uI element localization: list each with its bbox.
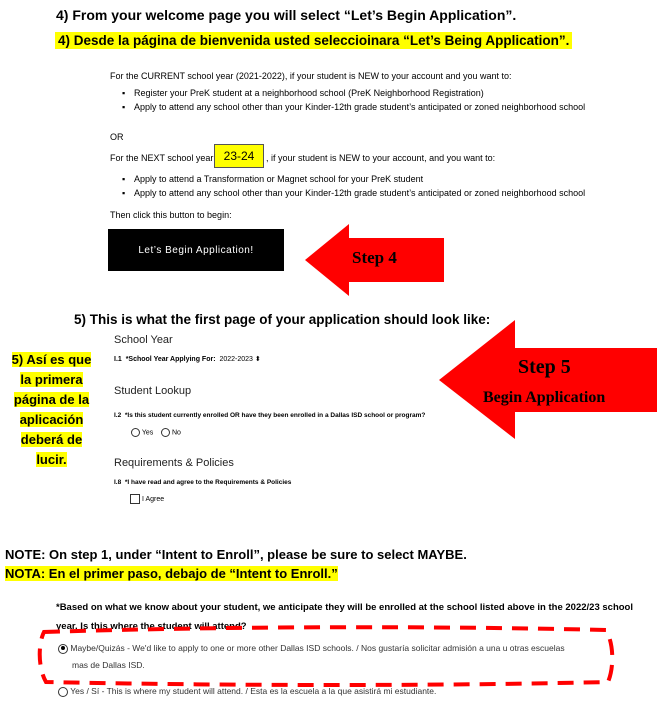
or-label: OR [110, 132, 124, 142]
option-maybe-line2: mas de Dallas ISD. [72, 660, 145, 670]
agree-option: I Agree [130, 494, 164, 504]
then-click-text: Then click this button to begin: [110, 210, 232, 220]
current-item-k12: ▪ Apply to attend any school other than your Kinder-12th grade student’s anticipated or zoned neighborhood school [122, 100, 585, 114]
step5-arrow-sublabel: Begin Application [483, 389, 606, 406]
question-school-year: I.1 *School Year Applying For: 2022-2023 ⬍ [114, 356, 261, 363]
side-note-line: página de la [13, 392, 90, 407]
question-agree: I.8 *I have read and agree to the Requirements & Policies [114, 479, 292, 486]
note-es: NOTA: En el primer paso, debajo de “Intent to Enroll.” [5, 566, 338, 581]
option-maybe: Maybe/Quizás - We'd like to apply to one or more other Dallas ISD schools. / Nos gustaría solicitar admisión a una u otras escuelas [58, 643, 565, 654]
side-note-line: deberá de [20, 432, 83, 447]
next-year-box: 23-24 [214, 144, 264, 168]
current-list [122, 86, 585, 114]
next-intro-before: For the NEXT school year [110, 153, 214, 163]
section-student-lookup-title: Student Lookup [114, 385, 192, 397]
radio-maybe[interactable] [58, 644, 68, 654]
section-school-year-title: School Year [114, 334, 173, 346]
enrolled-options: Yes No [131, 428, 181, 437]
side-note-line: 5) Así es que [11, 352, 92, 367]
question-enrolled: I.2 *Is this student currently enrolled OR have they been enrolled in a Dallas ISD school or program? [114, 412, 426, 419]
step5-heading: 5) This is what the first page of your application should look like: [74, 312, 491, 327]
step4-heading-es-text: 4) Desde la página de bienvenida usted seleccioinara “Let’s Being Application”. [55, 32, 572, 49]
maybe-dashed-outline [36, 624, 616, 688]
note-en: NOTE: On step 1, under “Intent to Enroll”, please be sure to select MAYBE. [5, 547, 467, 562]
next-list [122, 172, 585, 200]
option-yes: Yes / Sí - This is where my student will attend. / Esta es la escuela a la que asistirá mi estudiante. [58, 686, 436, 697]
side-note-line: aplicación [19, 412, 84, 427]
begin-application-button[interactable]: Let’s Begin Application! [108, 229, 284, 271]
current-intro: For the CURRENT school year (2021-2022), if your student is NEW to your account and you want to: [110, 71, 512, 81]
section-requirements-title: Requirements & Policies [114, 457, 234, 469]
radio-no[interactable] [161, 428, 170, 437]
side-note-line: lucir. [36, 452, 67, 467]
intent-question: *Based on what we know about your student, we anticipate they will be enrolled at the school listed above in the 2022/23 school year. Is this where the student will attend? [56, 602, 633, 632]
school-year-select[interactable]: 2022-2023 ⬍ [219, 356, 261, 363]
current-item-prek: ▪ Register your PreK student at a neighborhood school (PreK Neighborhood Registration) [122, 86, 585, 100]
radio-yes[interactable] [131, 428, 140, 437]
next-item-magnet: ▪ Apply to attend a Transformation or Magnet school for your PreK student [122, 172, 585, 186]
radio-yes-attend[interactable] [58, 687, 68, 697]
step4-heading-es [55, 33, 572, 48]
next-item-k12: ▪ Apply to attend any school other than your Kinder-12th grade student’s anticipated or zoned neighborhood school [122, 186, 585, 200]
select-arrows-icon: ⬍ [254, 356, 261, 363]
step5-arrow-label: Step 5 [518, 356, 571, 378]
agree-checkbox[interactable] [130, 494, 140, 504]
step4-arrow-label: Step 4 [352, 248, 397, 267]
side-note-line: la primera [20, 372, 83, 387]
step4-heading: 4) From your welcome page you will select “Let’s Begin Application”. [56, 7, 517, 23]
next-intro-after: , if your student is NEW to your account, and you want to: [266, 153, 496, 163]
step5-arrow-icon [437, 318, 659, 441]
note-es-wrap [5, 566, 338, 581]
step5-side-note [9, 350, 94, 470]
